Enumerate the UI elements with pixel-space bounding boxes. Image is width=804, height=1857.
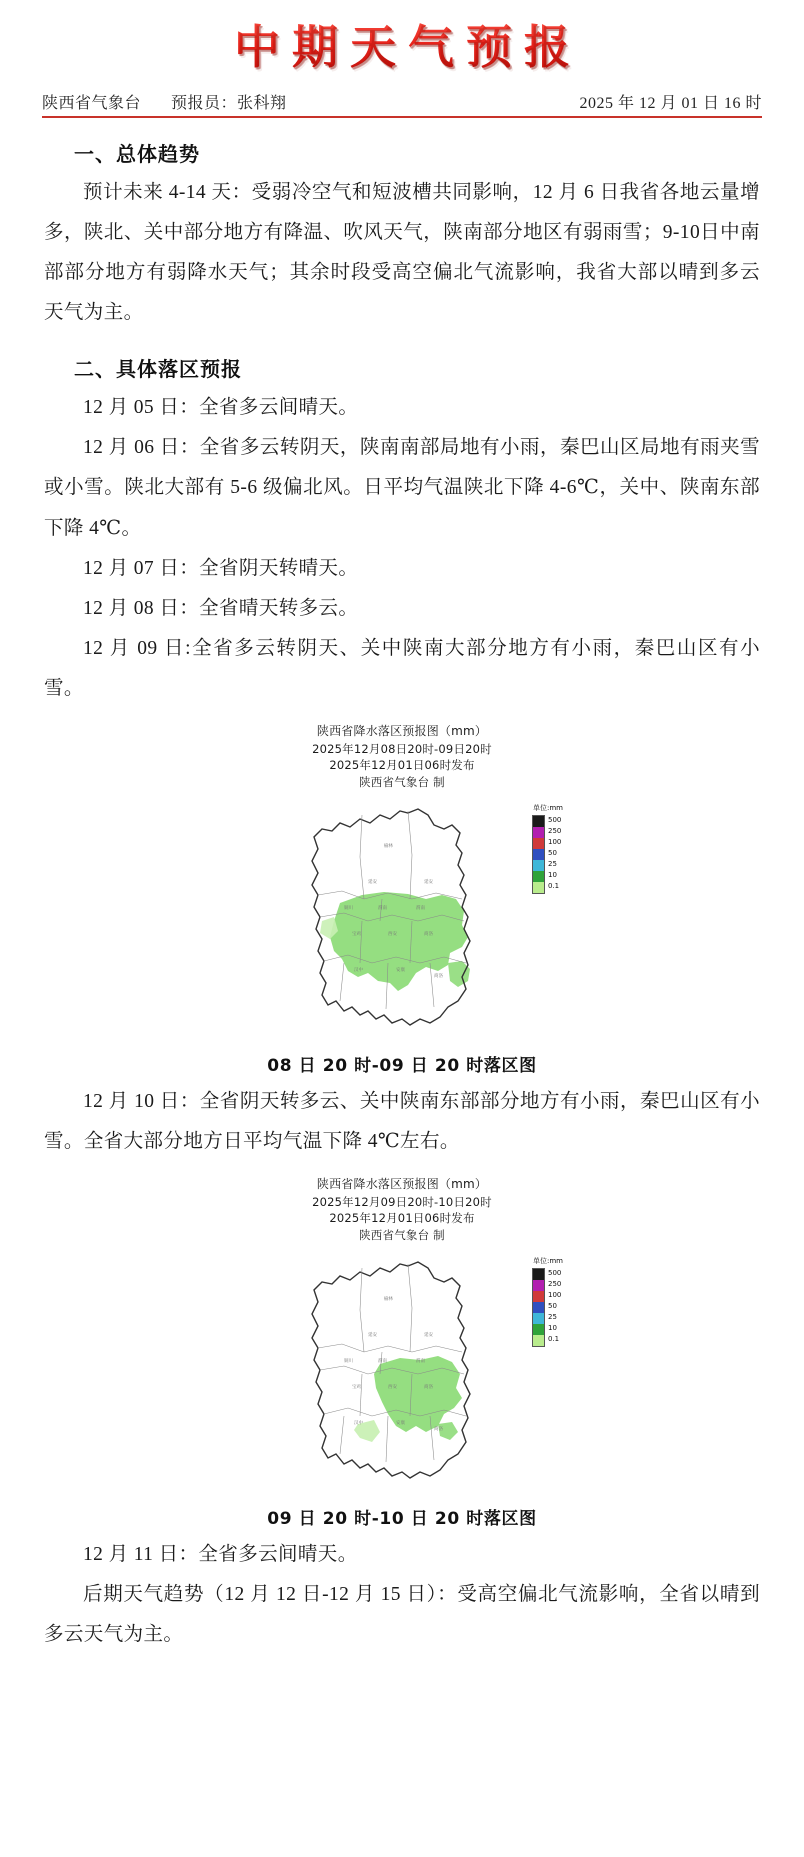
- svg-text:西安: 西安: [388, 1384, 397, 1390]
- svg-text:汉中: 汉中: [354, 1420, 363, 1426]
- entry-date-dec10: 12 月 10 日：: [83, 1090, 200, 1112]
- entry-date-dec09: 12 月 09 日:: [83, 638, 191, 660]
- issuing-office: 陕西省气象台: [42, 94, 142, 112]
- outlook-lead: 后期天气趋势（12 月 12 日-12 月 15 日）：: [83, 1583, 458, 1605]
- entry-text-dec09-highlighted: 关中陕南大部分地方有小雨，秦巴山区有小雪。: [44, 638, 761, 700]
- legend-tick-2-2: 100: [548, 1290, 562, 1299]
- svg-text:渭南: 渭南: [416, 1358, 425, 1364]
- entry-text-dec10-highlighted-2: 全省大部分地方日平均气温下降 4℃左右。: [83, 1130, 460, 1152]
- map-canvas-2: [212, 1248, 592, 1498]
- legend-tick-2-5: 10: [548, 1323, 557, 1332]
- entry-text-dec09-plain: 全省多云转阴天、: [190, 638, 361, 660]
- entry-date-dec11: 12 月 11 日：: [83, 1543, 199, 1565]
- map-caption-1: 08 日 20 时-09 日 20 时落区图: [267, 1055, 537, 1076]
- legend-tick-1-6: 0.1: [548, 881, 560, 890]
- svg-text:宝鸡: 宝鸡: [352, 1384, 361, 1390]
- map-canvas-1: [212, 795, 592, 1045]
- legend-unit-2: 单位:mm: [533, 1256, 563, 1265]
- svg-text:宝鸡: 宝鸡: [352, 931, 361, 937]
- svg-text:商洛: 商洛: [434, 1426, 443, 1432]
- svg-text:商洛: 商洛: [434, 973, 443, 979]
- entry-date-dec08: 12 月 08 日：: [83, 597, 200, 619]
- legend-colorbar-1: [532, 815, 545, 894]
- precipitation-map-figure-1: [0, 723, 804, 1075]
- legend-tick-1-4: 25: [548, 859, 557, 868]
- legend-unit-1: 单位:mm: [533, 803, 563, 812]
- legend-tick-2-3: 50: [548, 1301, 557, 1310]
- entry-text-dec06-plain: 全省多云转阴天，: [199, 437, 360, 459]
- page-title: 中期天气预报: [222, 22, 582, 74]
- map-valid-period-2: 2025年12月09日20时-10日20时: [312, 1194, 492, 1209]
- entry-date-dec07: 12 月 07 日：: [83, 557, 200, 579]
- legend-colorbar-2: [532, 1268, 545, 1347]
- svg-text:安康: 安康: [396, 967, 405, 973]
- svg-text:铜川: 铜川: [344, 1358, 353, 1364]
- legend-tick-1-3: 50: [548, 848, 557, 857]
- svg-text:延安: 延安: [424, 879, 433, 885]
- legend-tick-1-0: 500: [548, 815, 562, 824]
- forecast-entry-dec06: [44, 428, 760, 548]
- legend-tick-2-0: 500: [548, 1268, 562, 1277]
- issue-datetime: 2025 年 12 月 01 日 16 时: [579, 94, 762, 112]
- map-caption-2: 09 日 20 时-10 日 20 时落区图: [267, 1508, 537, 1529]
- legend-tick-1-2: 100: [548, 837, 562, 846]
- overall-trend-paragraph: 预计未来 4-14 天：受弱冷空气和短波槽共同影响，12 月 6 日我省各地云量增多，陕北、关中部分地方有降温、吹风天气，陕南部分地区有弱雨雪；9-10日中南部部分地方有弱降水天气；其余时段受高空偏北气流影响，我省大部以晴到多云天气为主。: [44, 181, 760, 323]
- entry-text-dec11: 全省多云间晴天。: [198, 1543, 358, 1565]
- entry-text-dec06-highlighted: 陕南南部局地有小雨，秦巴山区局地有雨夹雪或小雪。陕北大部有 5-6 级偏北风。日平均气温陕北下降 4-6℃，关中、陕南东部下降 4℃。: [44, 437, 760, 539]
- map-producer-2: 陕西省气象台 制: [359, 1227, 445, 1242]
- map-issue-time-1: 2025年12月01日06时发布: [329, 758, 475, 773]
- map-header-2: [0, 1176, 804, 1243]
- map-header-1: [0, 723, 804, 790]
- svg-text:安康: 安康: [396, 1420, 405, 1426]
- map-valid-period-1: 2025年12月08日20时-09日20时: [312, 741, 492, 756]
- svg-text:商洛: 商洛: [424, 931, 433, 937]
- map-issue-time-2: 2025年12月01日06时发布: [329, 1211, 475, 1226]
- legend-ticks-1: [545, 815, 561, 894]
- map-producer-1: 陕西省气象台 制: [359, 775, 445, 790]
- entry-text-dec08: 全省晴天转多云。: [199, 597, 359, 619]
- svg-text:榆林: 榆林: [384, 843, 393, 849]
- byline: [42, 90, 762, 118]
- forecast-entry-dec09: [44, 629, 760, 709]
- svg-text:西安: 西安: [388, 931, 397, 937]
- entry-text-dec10-plain: 全省阴天转多云、: [199, 1090, 360, 1112]
- legend-tick-2-6: 0.1: [548, 1334, 560, 1343]
- svg-text:汉中: 汉中: [354, 967, 363, 973]
- forecast-entry-dec08: [44, 589, 760, 629]
- title-block: [0, 0, 804, 80]
- map-title-1: 陕西省降水落区预报图（mm）: [316, 724, 488, 739]
- svg-text:商洛: 商洛: [424, 1384, 433, 1390]
- map-title-2: 陕西省降水落区预报图（mm）: [316, 1177, 488, 1192]
- svg-text:延安: 延安: [424, 1332, 433, 1338]
- svg-text:渭南: 渭南: [416, 905, 425, 911]
- entry-date-dec05: 12 月 05 日：: [83, 397, 200, 419]
- forecaster-name: 预报员：张科翔: [171, 94, 287, 112]
- forecast-entry-dec11: [44, 1535, 760, 1575]
- legend-tick-1-5: 10: [548, 870, 557, 879]
- svg-text:榆林: 榆林: [384, 1296, 393, 1302]
- section-heading-overall-trend: 一、总体趋势: [74, 141, 200, 166]
- forecast-entry-dec07: [44, 549, 760, 589]
- legend-tick-2-1: 250: [548, 1279, 562, 1288]
- legend-tick-2-4: 25: [548, 1312, 557, 1321]
- svg-text:铜川: 铜川: [344, 905, 353, 911]
- entry-text-dec07: 全省阴天转晴天。: [199, 557, 359, 579]
- entry-date-dec06: 12 月 06 日：: [83, 437, 200, 459]
- legend-tick-1-1: 250: [548, 826, 562, 835]
- map-legend-1: [532, 803, 586, 894]
- svg-text:延安: 延安: [368, 879, 377, 885]
- outlook-text: 受高空偏北气流影响，全省以晴到多云天气为主。: [44, 1583, 760, 1645]
- svg-text:渭南: 渭南: [378, 1358, 387, 1364]
- entry-text-dec10-highlighted-1: 关中陕南东部部分地方有小雨，秦巴山区有小雪。: [44, 1090, 760, 1152]
- svg-text:延安: 延安: [368, 1332, 377, 1338]
- forecast-entry-dec10: [44, 1082, 760, 1162]
- entry-text-dec05: 全省多云间晴天。: [199, 397, 359, 419]
- map-legend-2: [532, 1256, 586, 1347]
- legend-ticks-2: [545, 1268, 561, 1347]
- forecast-entry-dec05: [44, 388, 760, 428]
- section-heading-area-forecast: 二、具体落区预报: [74, 357, 242, 382]
- svg-text:渭南: 渭南: [378, 905, 387, 911]
- forecast-outlook: [44, 1575, 760, 1655]
- precipitation-map-figure-2: [0, 1176, 804, 1528]
